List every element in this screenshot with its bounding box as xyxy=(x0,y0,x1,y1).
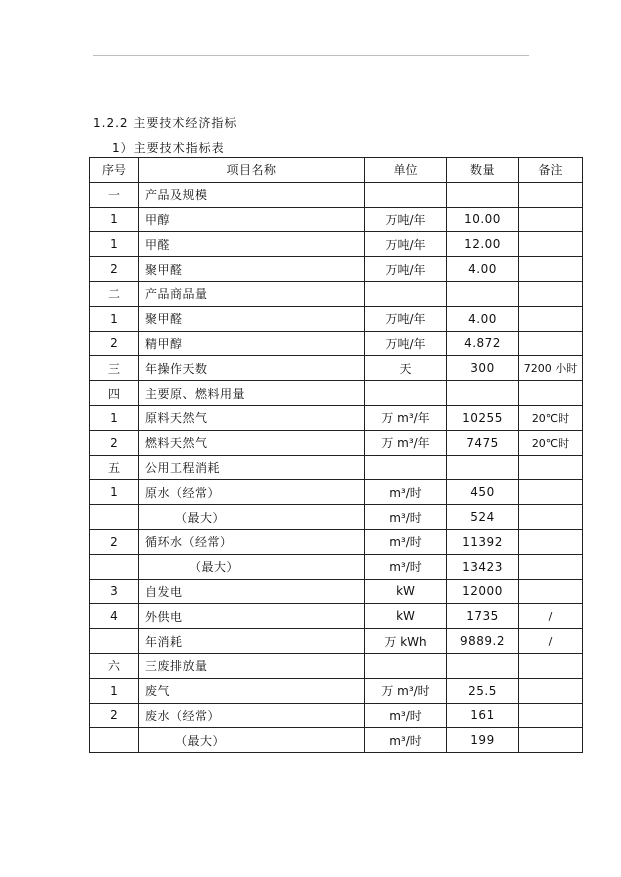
quantity-cell: 524 xyxy=(447,505,519,530)
column-header-note: 备注 xyxy=(519,158,583,183)
unit-cell: m³/时 xyxy=(365,728,447,753)
item-name-cell: 产品商品量 xyxy=(139,281,365,306)
unit-cell: m³/时 xyxy=(365,703,447,728)
row-number-cell xyxy=(90,728,139,753)
unit-cell: m³/时 xyxy=(365,554,447,579)
unit-cell: m³/时 xyxy=(365,529,447,554)
item-name-cell: 甲醇 xyxy=(139,207,365,232)
note-cell xyxy=(519,381,583,406)
item-name-cell: （最大） xyxy=(139,728,365,753)
unit-cell xyxy=(365,182,447,207)
note-cell: / xyxy=(519,604,583,629)
table-row xyxy=(90,257,583,282)
item-name-cell: 原水（经常） xyxy=(139,480,365,505)
table-row xyxy=(90,505,583,530)
table-row xyxy=(90,728,583,753)
unit-cell: 万 m³/时 xyxy=(365,678,447,703)
table-row xyxy=(90,678,583,703)
quantity-cell xyxy=(447,455,519,480)
table-caption: 1）主要技术指标表 xyxy=(112,141,225,155)
table-row xyxy=(90,232,583,257)
unit-cell: m³/时 xyxy=(365,505,447,530)
unit-cell: kW xyxy=(365,579,447,604)
note-cell xyxy=(519,455,583,480)
quantity-cell: 450 xyxy=(447,480,519,505)
table-row xyxy=(90,356,583,381)
row-number-cell xyxy=(90,505,139,530)
item-name-cell: 废气 xyxy=(139,678,365,703)
item-name-cell: 甲醛 xyxy=(139,232,365,257)
table-row xyxy=(90,579,583,604)
note-cell xyxy=(519,182,583,207)
item-name-cell: 产品及规模 xyxy=(139,182,365,207)
header-rule xyxy=(93,55,529,56)
column-header-unit: 单位 xyxy=(365,158,447,183)
row-number-cell: 二 xyxy=(90,281,139,306)
row-number-cell: 1 xyxy=(90,232,139,257)
unit-cell: 天 xyxy=(365,356,447,381)
row-number-cell xyxy=(90,554,139,579)
note-cell xyxy=(519,306,583,331)
table-row xyxy=(90,604,583,629)
table-row xyxy=(90,281,583,306)
row-number-cell: 4 xyxy=(90,604,139,629)
note-cell xyxy=(519,579,583,604)
item-name-cell: （最大） xyxy=(139,554,365,579)
table-row xyxy=(90,653,583,678)
table-row xyxy=(90,629,583,654)
item-name-cell: 聚甲醛 xyxy=(139,257,365,282)
note-cell xyxy=(519,703,583,728)
row-number-cell: 一 xyxy=(90,182,139,207)
note-cell xyxy=(519,678,583,703)
row-number-cell: 2 xyxy=(90,430,139,455)
quantity-cell: 1735 xyxy=(447,604,519,629)
row-number-cell: 3 xyxy=(90,579,139,604)
quantity-cell: 11392 xyxy=(447,529,519,554)
quantity-cell: 12.00 xyxy=(447,232,519,257)
unit-cell: 万 kWh xyxy=(365,629,447,654)
table-row xyxy=(90,455,583,480)
row-number-cell: 1 xyxy=(90,480,139,505)
note-cell xyxy=(519,232,583,257)
unit-cell: 万吨/年 xyxy=(365,257,447,282)
quantity-cell xyxy=(447,653,519,678)
item-name-cell: 原料天然气 xyxy=(139,405,365,430)
item-name-cell: 精甲醇 xyxy=(139,331,365,356)
column-header-quantity: 数量 xyxy=(447,158,519,183)
quantity-cell: 300 xyxy=(447,356,519,381)
quantity-cell: 161 xyxy=(447,703,519,728)
quantity-cell: 10.00 xyxy=(447,207,519,232)
note-cell: 20℃时 xyxy=(519,430,583,455)
table-row xyxy=(90,331,583,356)
table-row xyxy=(90,306,583,331)
note-cell xyxy=(519,529,583,554)
quantity-cell: 4.00 xyxy=(447,257,519,282)
row-number-cell: 2 xyxy=(90,529,139,554)
quantity-cell: 12000 xyxy=(447,579,519,604)
row-number-cell: 六 xyxy=(90,653,139,678)
row-number-cell: 2 xyxy=(90,703,139,728)
item-name-cell: 主要原、燃料用量 xyxy=(139,381,365,406)
note-cell xyxy=(519,207,583,232)
note-cell xyxy=(519,281,583,306)
item-name-cell: 燃料天然气 xyxy=(139,430,365,455)
quantity-cell: 10255 xyxy=(447,405,519,430)
item-name-cell: 自发电 xyxy=(139,579,365,604)
item-name-cell: 外供电 xyxy=(139,604,365,629)
note-cell xyxy=(519,257,583,282)
item-name-cell: 聚甲醛 xyxy=(139,306,365,331)
quantity-cell: 4.872 xyxy=(447,331,519,356)
note-cell: 20℃时 xyxy=(519,405,583,430)
note-cell xyxy=(519,554,583,579)
section-heading: 1.2.2 主要技术经济指标 xyxy=(93,116,238,130)
unit-cell xyxy=(365,455,447,480)
column-header-no: 序号 xyxy=(90,158,139,183)
row-number-cell: 四 xyxy=(90,381,139,406)
table-row xyxy=(90,529,583,554)
row-number-cell: 1 xyxy=(90,405,139,430)
unit-cell xyxy=(365,653,447,678)
item-name-cell: 年操作天数 xyxy=(139,356,365,381)
note-cell: / xyxy=(519,629,583,654)
table-row xyxy=(90,703,583,728)
note-cell xyxy=(519,331,583,356)
row-number-cell: 三 xyxy=(90,356,139,381)
quantity-cell: 199 xyxy=(447,728,519,753)
item-name-cell: 公用工程消耗 xyxy=(139,455,365,480)
row-number-cell: 五 xyxy=(90,455,139,480)
quantity-cell xyxy=(447,381,519,406)
quantity-cell: 13423 xyxy=(447,554,519,579)
row-number-cell xyxy=(90,629,139,654)
technical-indicators-table xyxy=(89,157,583,753)
table-row xyxy=(90,381,583,406)
unit-cell: 万吨/年 xyxy=(365,306,447,331)
note-cell xyxy=(519,728,583,753)
note-cell: 7200 小时 xyxy=(519,356,583,381)
item-name-cell: 年消耗 xyxy=(139,629,365,654)
quantity-cell xyxy=(447,281,519,306)
unit-cell: 万 m³/年 xyxy=(365,405,447,430)
row-number-cell: 1 xyxy=(90,678,139,703)
table-row xyxy=(90,480,583,505)
row-number-cell: 1 xyxy=(90,207,139,232)
quantity-cell xyxy=(447,182,519,207)
table-header-row xyxy=(90,158,583,183)
row-number-cell: 2 xyxy=(90,331,139,356)
quantity-cell: 4.00 xyxy=(447,306,519,331)
table-row xyxy=(90,182,583,207)
quantity-cell: 7475 xyxy=(447,430,519,455)
unit-cell: 万 m³/年 xyxy=(365,430,447,455)
note-cell xyxy=(519,480,583,505)
item-name-cell: 循环水（经常） xyxy=(139,529,365,554)
table-row xyxy=(90,554,583,579)
unit-cell: kW xyxy=(365,604,447,629)
row-number-cell: 2 xyxy=(90,257,139,282)
row-number-cell: 1 xyxy=(90,306,139,331)
note-cell xyxy=(519,505,583,530)
unit-cell: 万吨/年 xyxy=(365,232,447,257)
unit-cell xyxy=(365,281,447,306)
item-name-cell: 废水（经常） xyxy=(139,703,365,728)
item-name-cell: 三废排放量 xyxy=(139,653,365,678)
unit-cell xyxy=(365,381,447,406)
quantity-cell: 9889.2 xyxy=(447,629,519,654)
unit-cell: 万吨/年 xyxy=(365,207,447,232)
table-row xyxy=(90,405,583,430)
item-name-cell: （最大） xyxy=(139,505,365,530)
note-cell xyxy=(519,653,583,678)
column-header-name: 项目名称 xyxy=(139,158,365,183)
quantity-cell: 25.5 xyxy=(447,678,519,703)
unit-cell: 万吨/年 xyxy=(365,331,447,356)
table-row xyxy=(90,430,583,455)
table-row xyxy=(90,207,583,232)
unit-cell: m³/时 xyxy=(365,480,447,505)
